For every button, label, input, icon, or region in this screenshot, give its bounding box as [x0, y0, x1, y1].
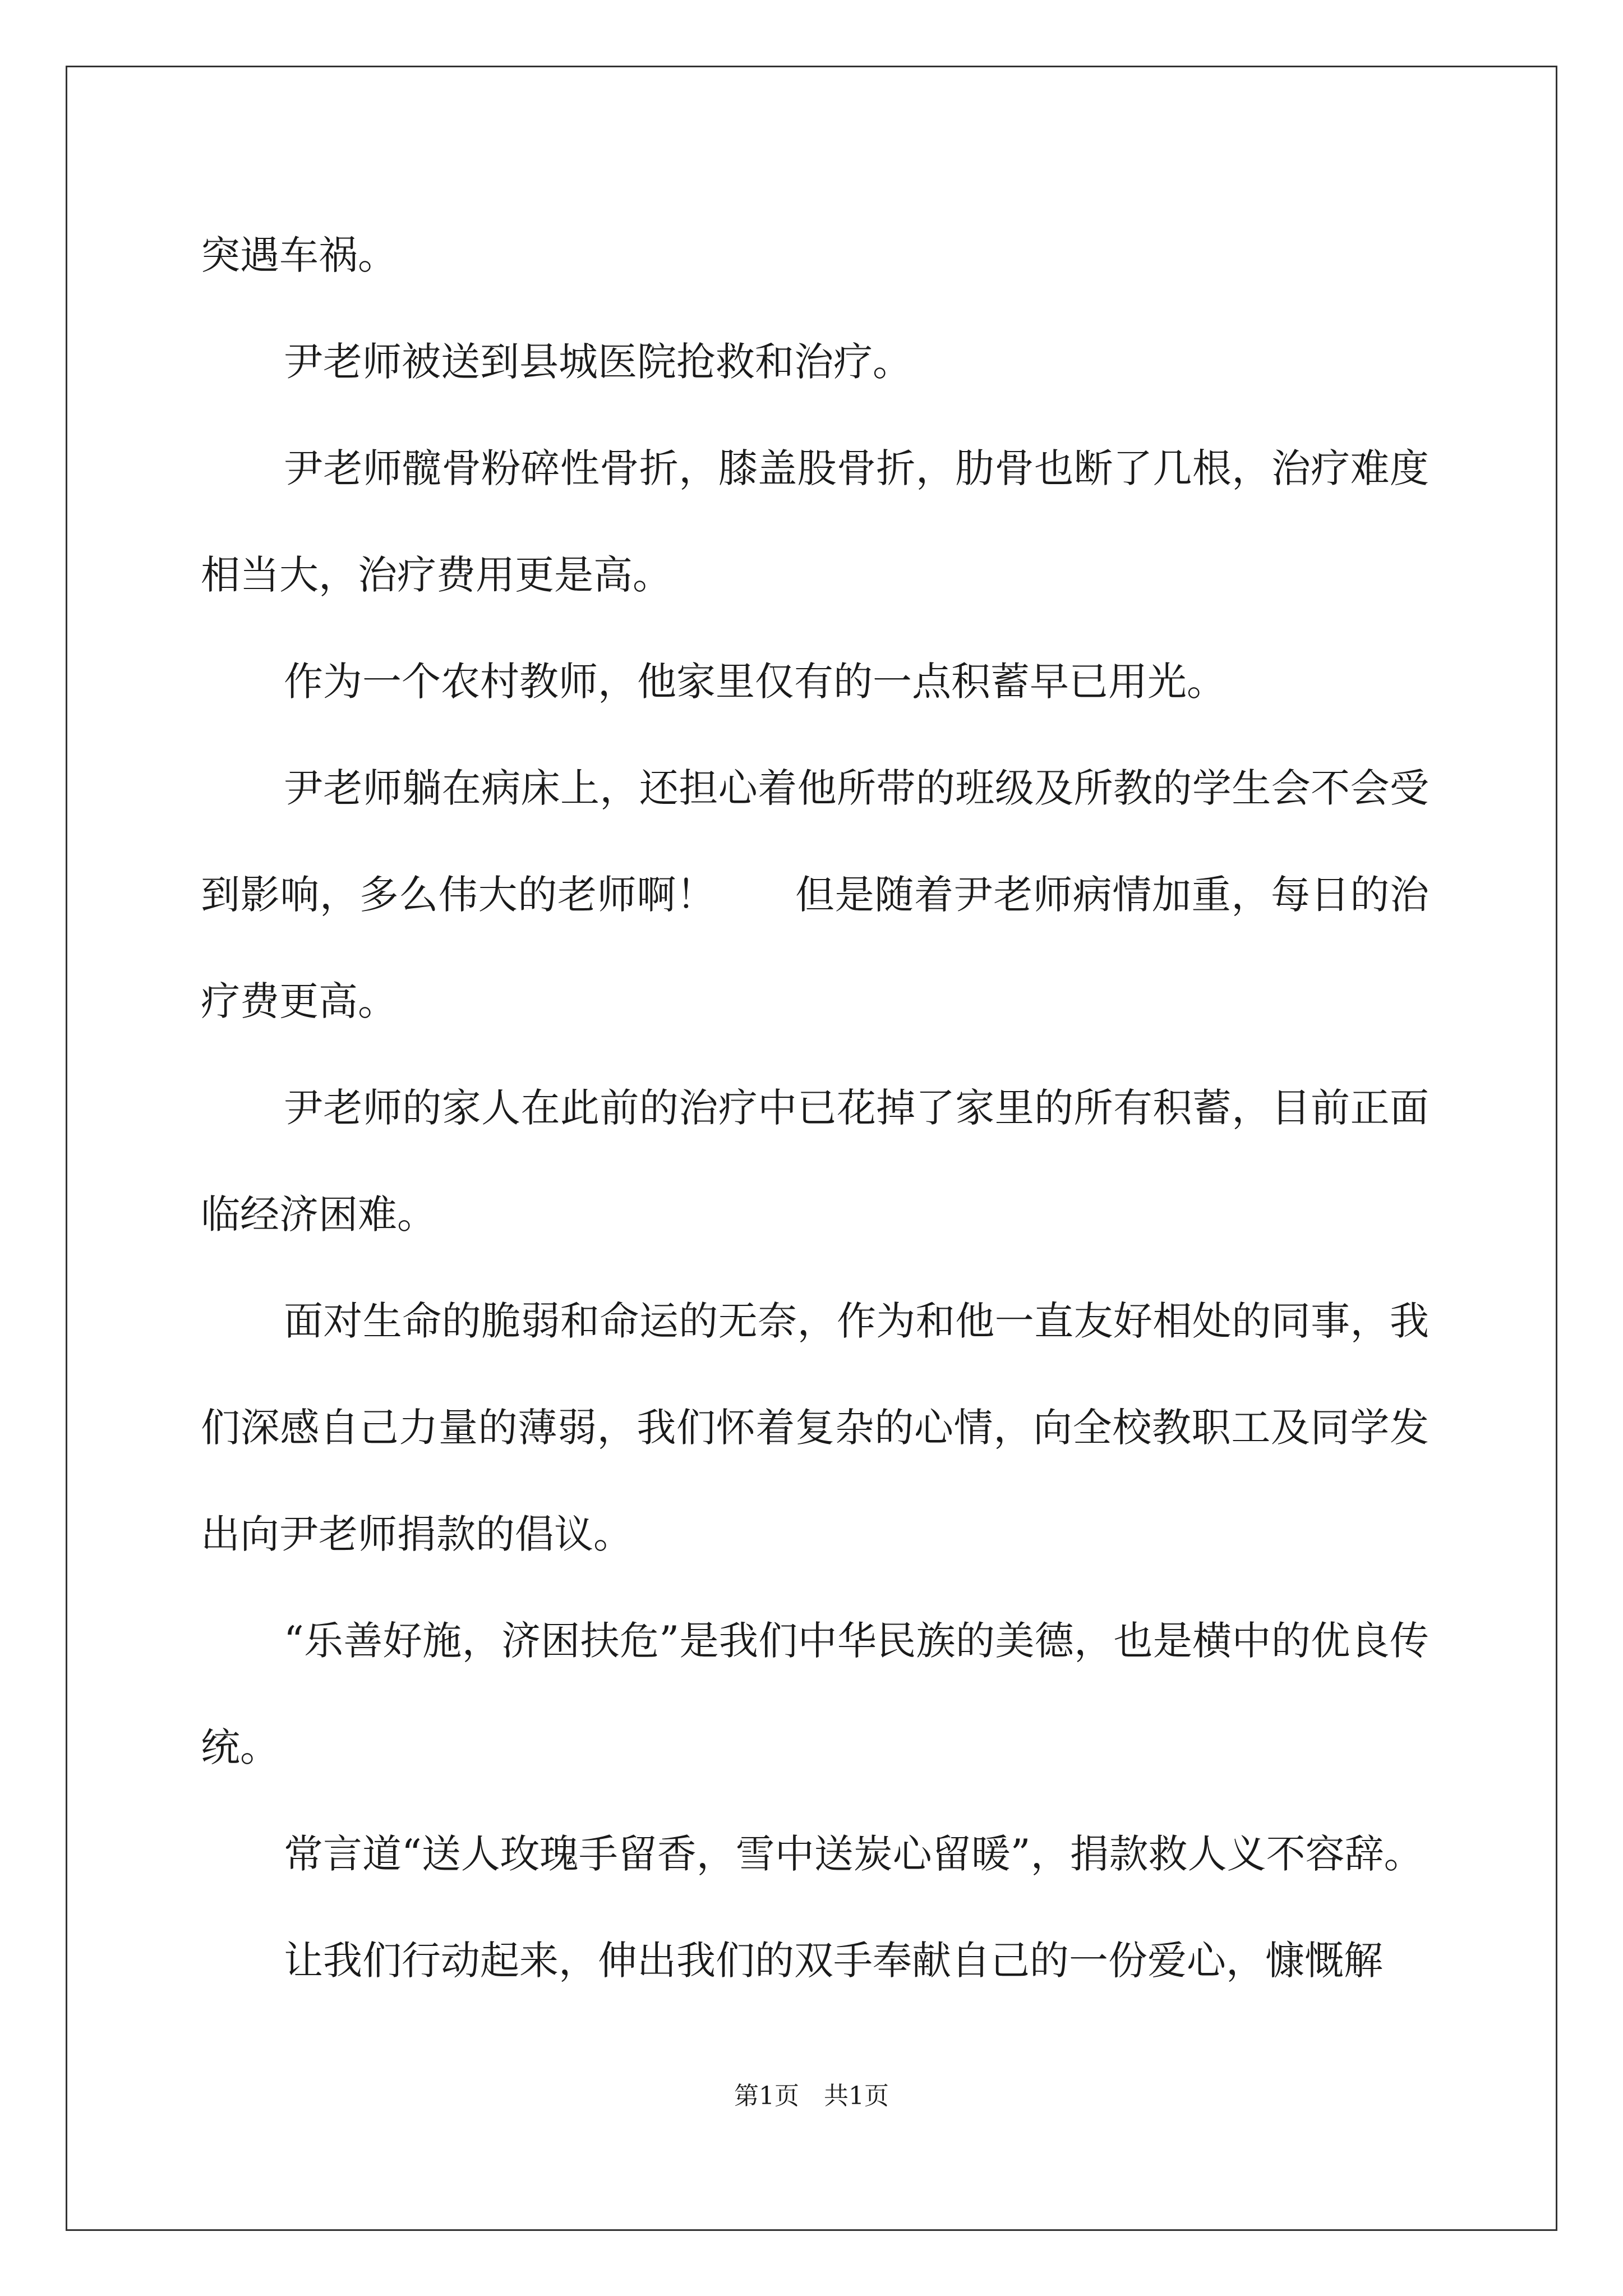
paragraph-10: 让我们行动起来，伸出我们的双手奉献自己的一份爱心，慷慨解 [284, 1938, 1383, 1984]
paragraph-5: 尹老师躺在病床上，还担心着他所带的班级及所教的学生会不会受到影响，多么伟大的老师啊！ 但是随着尹老师病情加重，每日的治疗费更高。 [201, 765, 1429, 1024]
paragraph-1: 突遇车祸。 [201, 232, 397, 278]
paragraph-8: “乐善好施，济困扶危”是我们中华民族的美德，也是横中的优良传统。 [201, 1618, 1429, 1770]
paragraph-7: 面对生命的脆弱和命运的无奈，作为和他一直友好相处的同事，我们深感自己力量的薄弱，我们怀着复杂的心情，向全校教职工及同学发出向尹老师捐款的倡议。 [201, 1298, 1429, 1557]
paragraph-9: 常言道“送人玫瑰手留香，雪中送炭心留暖”，捐款救人义不容辞。 [284, 1831, 1423, 1877]
page-number-footer: 第1页 共1页 [734, 2082, 889, 2110]
paragraph-4: 作为一个农村教师，他家里仅有的一点积蓄早已用光。 [284, 659, 1226, 705]
paragraph-2: 尹老师被送到县城医院抢救和治疗。 [284, 339, 912, 385]
paragraph-6: 尹老师的家人在此前的治疗中已花掉了家里的所有积蓄，目前正面临经济困难。 [201, 1085, 1429, 1237]
paragraph-3: 尹老师髋骨粉碎性骨折，膝盖股骨折，肋骨也断了几根，治疗难度相当大，治疗费用更是高。 [201, 445, 1429, 598]
document-body [201, 202, 1429, 2014]
